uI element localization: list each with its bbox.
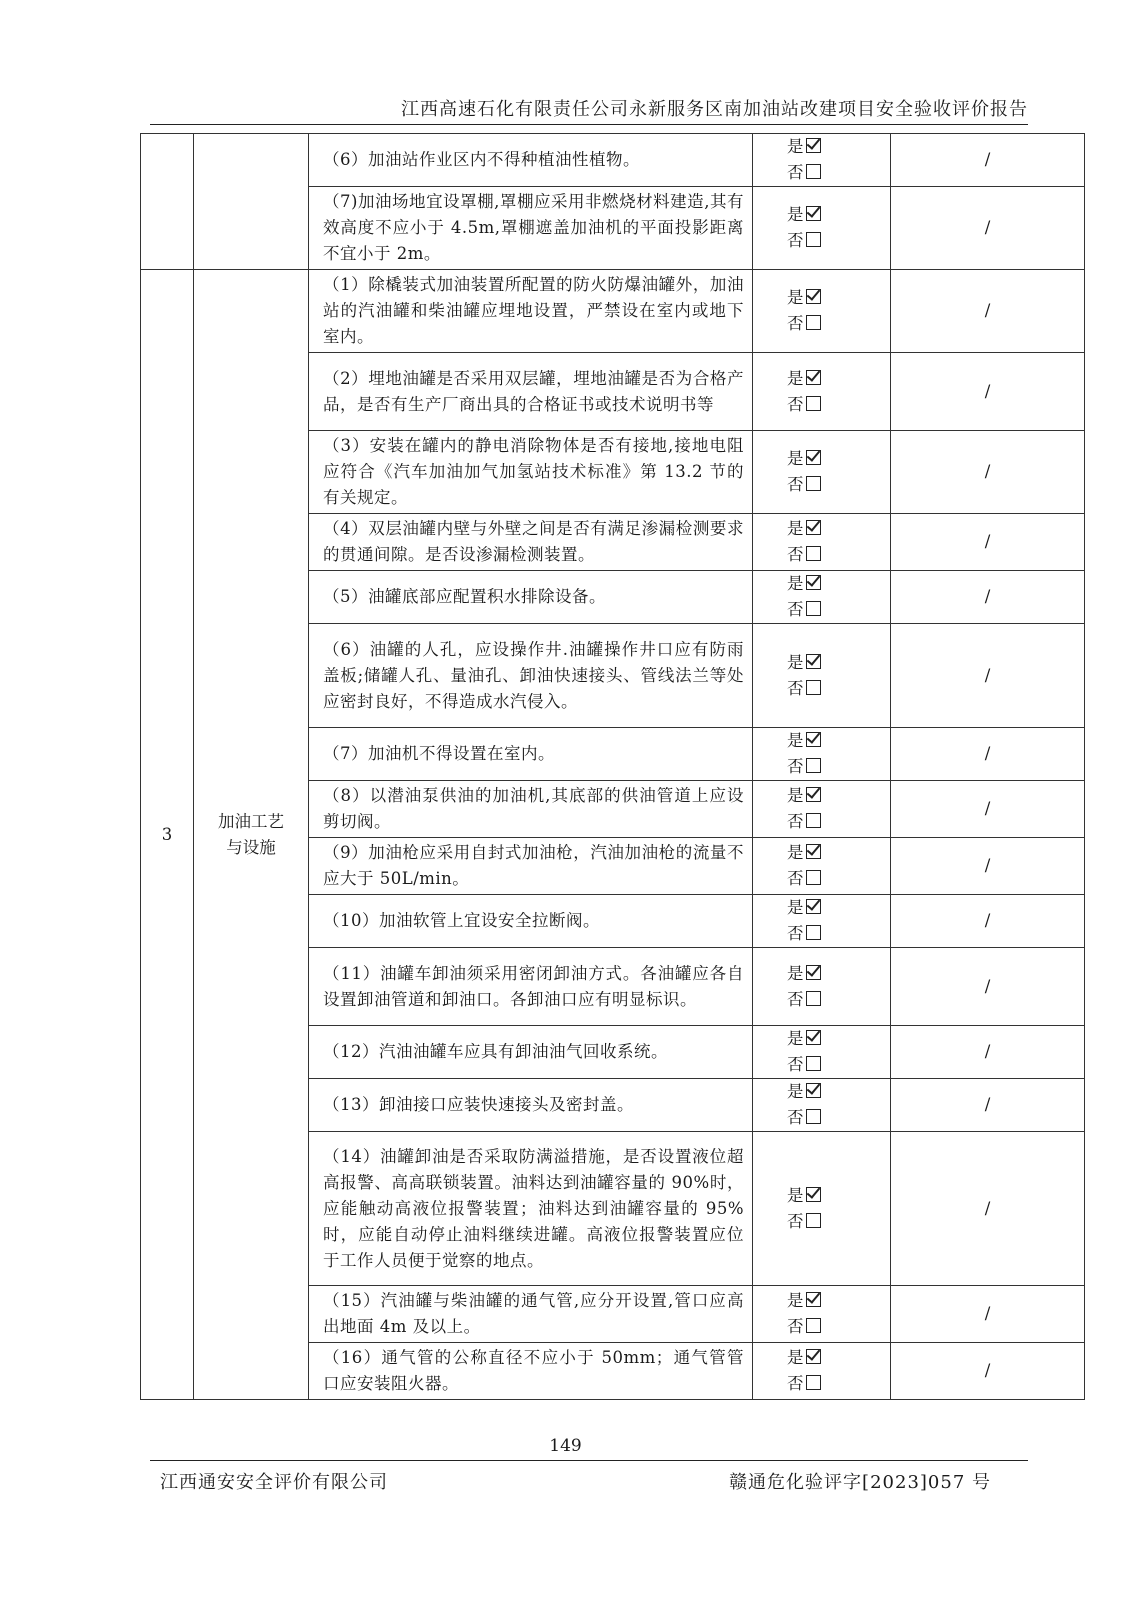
option-no [787,1209,890,1235]
option-no [787,392,890,418]
remark-cell: / [891,895,1085,948]
checkbox-no[interactable] [806,925,821,940]
checkbox-no[interactable] [806,315,821,330]
option-no [787,987,890,1013]
checkbox-yes[interactable] [806,370,821,385]
table-row [141,134,1085,187]
checkbox-no[interactable] [806,1318,821,1333]
requirement-cell: （6）加油站作业区内不得种植油性植物。 [309,134,753,187]
category-cell [194,134,309,270]
requirement-cell: （2）埋地油罐是否采用双层罐，埋地油罐是否为合格产品，是否有生产厂商出具的合格证书或技术说明书等 [309,353,753,431]
checkbox-no[interactable] [806,870,821,885]
result-cell [753,781,891,838]
option-no-label: 否 [787,394,804,414]
result-cell [753,270,891,353]
requirement-cell: （10）加油软管上宜设安全拉断阀。 [309,895,753,948]
option-no-label: 否 [787,869,804,888]
checkbox-yes[interactable] [806,206,821,221]
option-no-label: 否 [787,812,804,831]
result-cell [753,624,891,728]
checkbox-yes[interactable] [806,787,821,802]
option-yes [787,650,890,676]
option-no [787,472,890,498]
option-no [787,1105,890,1131]
remark-cell: / [891,431,1085,514]
result-cell [753,1132,891,1286]
option-yes-label: 是 [787,652,804,672]
checkbox-yes[interactable] [806,899,821,914]
checkbox-yes[interactable] [806,575,821,590]
option-no [787,1052,890,1078]
checkbox-yes[interactable] [806,520,821,535]
remark-cell: / [891,948,1085,1026]
checklist-table [140,133,1085,1400]
remark-cell: / [891,270,1085,353]
requirement-cell: （7)加油场地宜设罩棚,罩棚应采用非燃烧材料建造,其有效高度不应小于 4.5m,罩棚遮盖加油机的平面投影距离不宜小于 2m。 [309,187,753,270]
result-cell [753,1286,891,1343]
footer-company: 江西通安安全评价有限公司 [160,1472,388,1493]
page-number: 149 [549,1436,582,1456]
result-cell [753,1343,891,1400]
checkbox-no[interactable] [806,476,821,491]
option-yes [787,1183,890,1209]
result-cell [753,353,891,431]
option-no [787,1371,890,1397]
option-no [787,754,890,780]
option-yes-label: 是 [787,449,804,468]
remark-cell: / [891,1079,1085,1132]
checkbox-no[interactable] [806,546,821,561]
option-yes [787,840,890,866]
checkbox-yes[interactable] [806,1083,821,1098]
option-no-label: 否 [787,1211,804,1231]
checkbox-yes[interactable] [806,450,821,465]
checkbox-no[interactable] [806,396,821,411]
option-yes [787,134,890,160]
option-yes [787,571,890,597]
option-no [787,1314,890,1340]
footer-doc-number: 赣通危化验评字[2023]057 号 [729,1472,991,1493]
result-cell [753,571,891,624]
remark-cell: / [891,728,1085,781]
header-rule [150,124,1028,125]
option-yes [787,516,890,542]
requirement-cell: （1）除橇装式加油装置所配置的防火防爆油罐外，加油站的汽油罐和柴油罐应埋地设置，严禁设在室内或地下室内。 [309,270,753,353]
option-yes [787,1345,890,1371]
footer-rule [150,1460,1028,1461]
result-cell [753,514,891,571]
result-cell [753,134,891,187]
option-no-label: 否 [787,545,804,564]
checkbox-no[interactable] [806,758,821,773]
requirement-cell: （5）油罐底部应配置积水排除设备。 [309,571,753,624]
checkbox-yes[interactable] [806,1292,821,1307]
result-cell [753,187,891,270]
page-header: 江西高速石化有限责任公司永新服务区南加油站改建项目安全验收评价报告 [401,99,1028,120]
requirement-cell: （7）加油机不得设置在室内。 [309,728,753,781]
checkbox-no[interactable] [806,1213,821,1228]
remark-cell: / [891,571,1085,624]
checkbox-no[interactable] [806,601,821,616]
option-yes-label: 是 [787,574,804,593]
option-no-label: 否 [787,989,804,1009]
result-cell [753,728,891,781]
result-cell [753,431,891,514]
checkbox-yes[interactable] [806,1030,821,1045]
option-no [787,921,890,947]
option-yes [787,783,890,809]
option-yes-label: 是 [787,963,804,983]
requirement-cell: （15）汽油罐与柴油罐的通气管,应分开设置,管口应高出地面 4m 及以上。 [309,1286,753,1343]
option-no-label: 否 [787,1374,804,1393]
checkbox-no[interactable] [806,991,821,1006]
option-yes [787,446,890,472]
requirement-cell: （4）双层油罐内壁与外壁之间是否有满足渗漏检测要求的贯通间隙。是否设渗漏检测装置。 [309,514,753,571]
remark-cell: / [891,353,1085,431]
option-yes [787,1079,890,1105]
checkbox-yes[interactable] [806,965,821,980]
remark-cell: / [891,624,1085,728]
result-cell [753,1026,891,1079]
option-yes-label: 是 [787,731,804,750]
result-cell [753,895,891,948]
option-no-label: 否 [787,924,804,943]
requirement-cell: （16）通气管的公称直径不应小于 50mm；通气管管口应安装阻火器。 [309,1343,753,1400]
option-yes [787,285,890,311]
checkbox-yes[interactable] [806,732,821,747]
checkbox-no[interactable] [806,164,821,179]
option-no-label: 否 [787,231,804,250]
option-no [787,311,890,337]
requirement-cell: （8）以潜油泵供油的加油机,其底部的供油管道上应设剪切阀。 [309,781,753,838]
option-yes-label: 是 [787,1082,804,1101]
option-yes [787,202,890,228]
remark-cell: / [891,1286,1085,1343]
option-no-label: 否 [787,1317,804,1336]
option-yes-label: 是 [787,1185,804,1205]
item-number-cell [141,134,194,270]
option-no [787,809,890,835]
checkbox-yes[interactable] [806,1349,821,1364]
remark-cell: / [891,1132,1085,1286]
result-cell [753,838,891,895]
option-yes-label: 是 [787,368,804,388]
option-yes-label: 是 [787,1291,804,1310]
option-no [787,160,890,186]
option-no-label: 否 [787,314,804,333]
checkbox-no[interactable] [806,1375,821,1390]
remark-cell: / [891,187,1085,270]
option-yes [787,366,890,392]
option-yes-label: 是 [787,205,804,224]
remark-cell: / [891,134,1085,187]
requirement-cell: （6）油罐的人孔，应设操作井.油罐操作井口应有防雨盖板;储罐人孔、量油孔、卸油快速接头、管线法兰等处应密封良好，不得造成水汽侵入。 [309,624,753,728]
option-yes [787,728,890,754]
result-cell [753,1079,891,1132]
option-yes [787,961,890,987]
table-row [141,270,1085,353]
option-no-label: 否 [787,757,804,776]
checkbox-yes[interactable] [806,289,821,304]
remark-cell: / [891,781,1085,838]
option-no [787,228,890,254]
option-yes-label: 是 [787,898,804,917]
checkbox-no[interactable] [806,813,821,828]
checkbox-yes[interactable] [806,138,821,153]
option-yes [787,895,890,921]
checkbox-yes[interactable] [806,654,821,669]
checkbox-yes[interactable] [806,844,821,859]
remark-cell: / [891,1343,1085,1400]
option-no-label: 否 [787,678,804,698]
checkbox-no[interactable] [806,232,821,247]
option-no-label: 否 [787,1108,804,1127]
option-no [787,866,890,892]
requirement-cell: （13）卸油接口应装快速接头及密封盖。 [309,1079,753,1132]
option-yes-label: 是 [787,137,804,156]
option-yes [787,1026,890,1052]
remark-cell: / [891,514,1085,571]
checkbox-no[interactable] [806,680,821,695]
remark-cell: / [891,1026,1085,1079]
requirement-cell: （9）加油枪应采用自封式加油枪，汽油加油枪的流量不应大于 50L/min。 [309,838,753,895]
requirement-cell: （12）汽油油罐车应具有卸油油气回收系统。 [309,1026,753,1079]
option-yes-label: 是 [787,288,804,307]
item-number-cell: 3 [141,270,194,1400]
checkbox-no[interactable] [806,1056,821,1071]
option-no-label: 否 [787,475,804,494]
requirement-cell: （3）安装在罐内的静电消除物体是否有接地,接地电阻应符合《汽车加油加气加氢站技术标准》第 13.2 节的有关规定。 [309,431,753,514]
option-yes [787,1288,890,1314]
checklist-body [141,134,1085,1400]
option-no-label: 否 [787,1055,804,1074]
option-no [787,676,890,702]
checkbox-no[interactable] [806,1109,821,1124]
option-yes-label: 是 [787,1348,804,1367]
option-no [787,542,890,568]
requirement-cell: （14）油罐卸油是否采取防满溢措施，是否设置液位超高报警、高高联锁装置。油料达到油罐容量的 90%时，应能触动高液位报警装置；油料达到油罐容量的 95%时，应能自动停止油料继续进罐。高液位报警装置应位于工作人员便于觉察的地点。 [309,1132,753,1286]
requirement-cell: （11）油罐车卸油须采用密闭卸油方式。各油罐应各自设置卸油管道和卸油口。各卸油口应有明显标识。 [309,948,753,1026]
category-cell: 加油工艺与设施 [194,270,309,1400]
option-yes-label: 是 [787,1029,804,1048]
checkbox-yes[interactable] [806,1187,821,1202]
result-cell [753,948,891,1026]
option-no-label: 否 [787,163,804,182]
option-yes-label: 是 [787,786,804,805]
remark-cell: / [891,838,1085,895]
option-no-label: 否 [787,600,804,619]
option-no [787,597,890,623]
option-yes-label: 是 [787,519,804,538]
option-yes-label: 是 [787,843,804,862]
